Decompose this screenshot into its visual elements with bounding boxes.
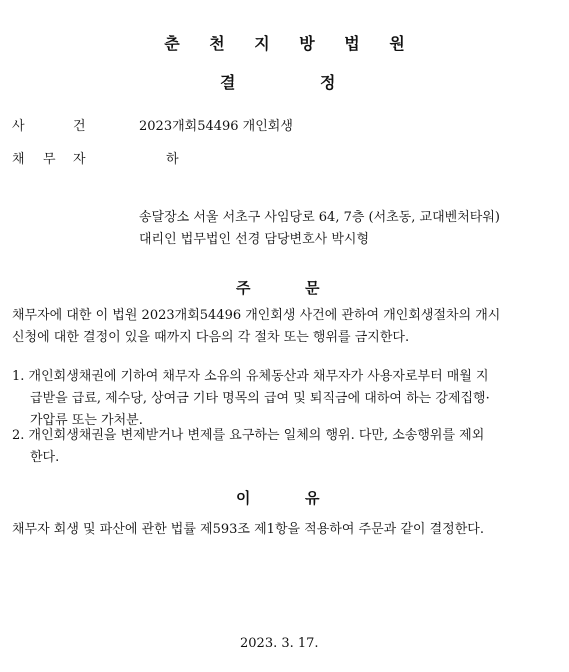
reason-heading-b: 유 xyxy=(305,489,320,507)
order-item-line: 가압류 또는 가처분. xyxy=(30,413,143,428)
doc-kind-right: 정 xyxy=(320,73,336,92)
order-heading-b: 문 xyxy=(305,279,320,297)
debtor-value: 하 xyxy=(166,152,179,167)
order-item-1 xyxy=(12,366,560,432)
case-label-a: 사 xyxy=(12,119,25,134)
court-name: 춘 천 지 방 법 원 xyxy=(164,34,417,53)
order-heading-a: 주 xyxy=(236,279,251,297)
order-item-line: 급받을 급료, 제수당, 상여금 기타 명목의 급여 및 퇴직금에 대하여 하는 강제집행· xyxy=(30,391,490,406)
order-intro-line: 신청에 대한 결정이 있을 때까지 다음의 각 절차 또는 행위를 금지한다. xyxy=(12,330,410,345)
order-intro-line: 채무자에 대한 이 법원 2023개회54496 개인회생 사건에 관하여 개인회생절차의 개시 xyxy=(12,308,501,323)
delivery-address: 송달장소 서울 서초구 사임당로 64, 7층 (서초동, 교대벤처타워) xyxy=(139,210,500,225)
decision-date: 2023. 3. 17. xyxy=(240,636,319,651)
order-intro xyxy=(12,305,552,349)
legal-agent: 대리인 법무법인 선경 담당변호사 박시형 xyxy=(139,232,370,247)
debtor-label-c: 자 xyxy=(73,152,86,167)
order-item-line: 2. 개인회생채권을 변제받거나 변제를 요구하는 일체의 행위. 다만, 소송행위를 제외 xyxy=(12,428,485,443)
order-item-line: 1. 개인회생채권에 기하여 채무자 소유의 유체동산과 채무자가 사용자로부터 매월 지 xyxy=(12,369,489,384)
debtor-label-b: 무 xyxy=(43,152,56,167)
order-item-line: 한다. xyxy=(30,450,60,465)
order-item-2 xyxy=(12,425,560,469)
reason-heading-a: 이 xyxy=(236,489,251,507)
reason-text: 채무자 회생 및 파산에 관한 법률 제593조 제1항을 적용하여 주문과 같이 결정한다. xyxy=(12,522,484,537)
case-label-b: 건 xyxy=(73,119,86,134)
case-value: 2023개회54496 개인회생 xyxy=(139,119,293,134)
doc-kind-left: 결 xyxy=(220,73,236,92)
debtor-label-a: 채 xyxy=(12,152,25,167)
